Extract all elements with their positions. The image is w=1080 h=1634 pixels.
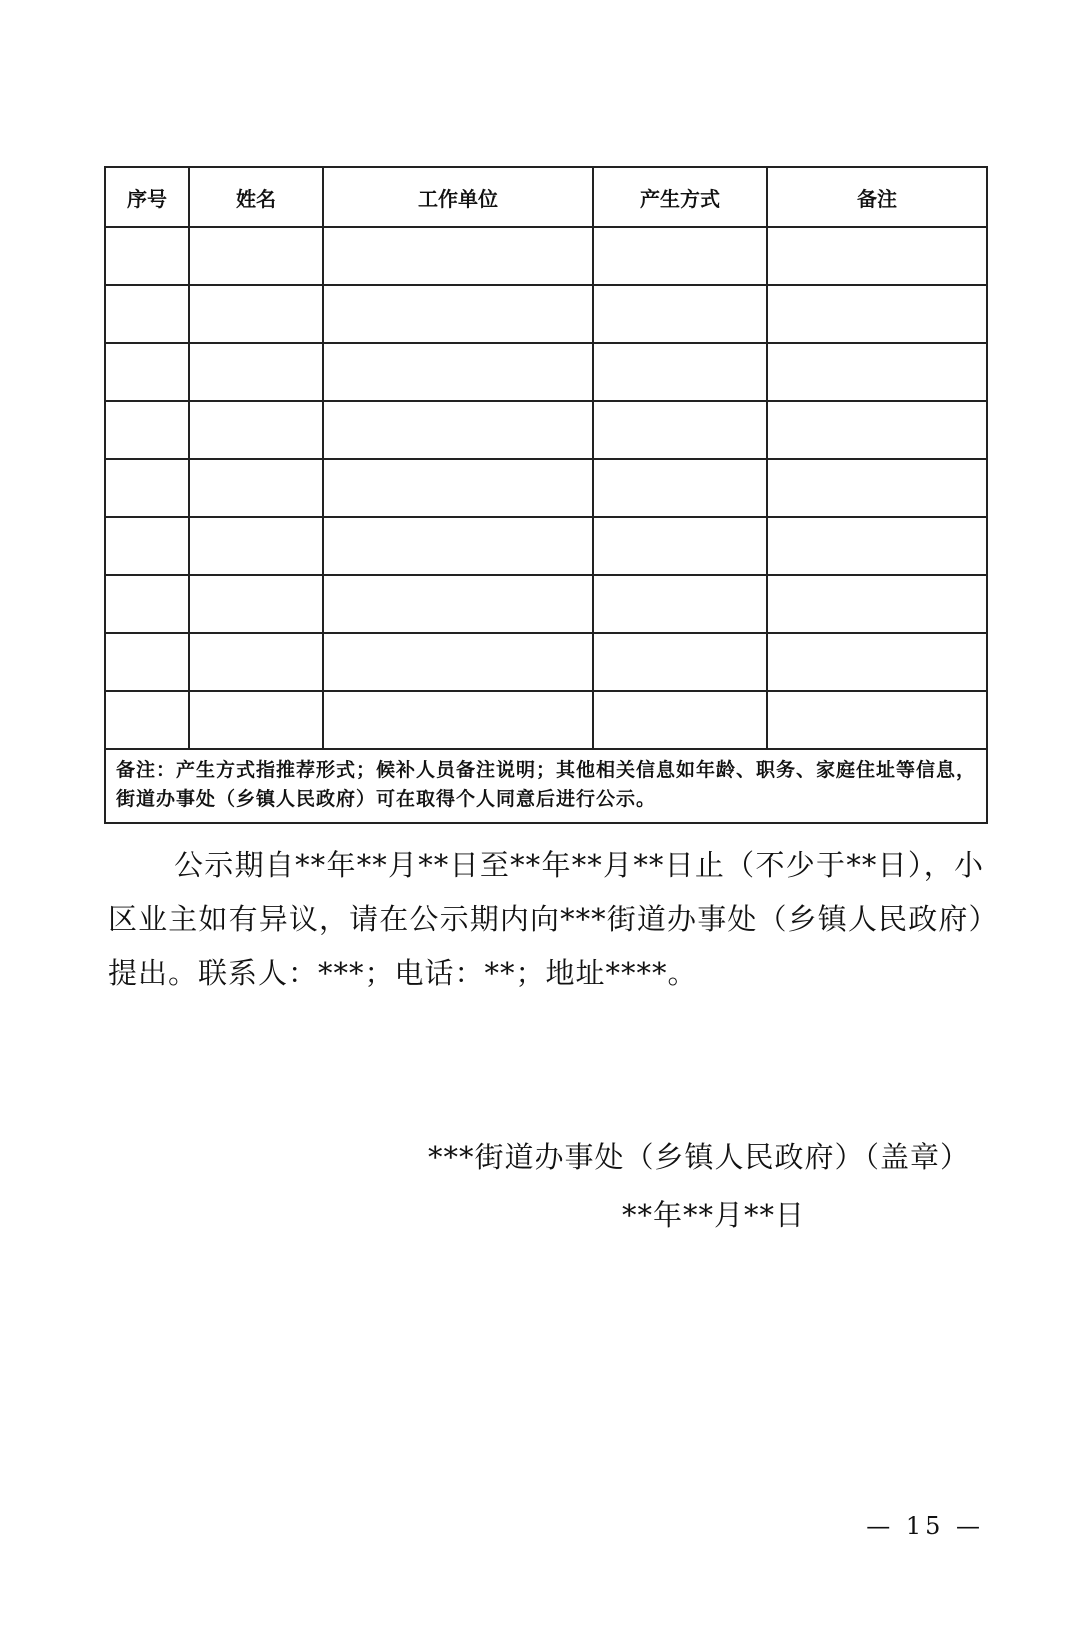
name-cell: [189, 691, 323, 749]
header-work-unit: 工作单位: [323, 167, 593, 227]
generation-method-cell: [593, 575, 767, 633]
work-unit-cell: [323, 227, 593, 285]
remarks-cell: [767, 691, 987, 749]
name-cell: [189, 285, 323, 343]
work-unit-cell: [323, 401, 593, 459]
serial-number-cell: [105, 401, 189, 459]
page-number: — 15 —: [866, 1512, 984, 1540]
table-row: [105, 633, 987, 691]
header-generation-method: 产生方式: [593, 167, 767, 227]
table-row: [105, 691, 987, 749]
work-unit-cell: [323, 575, 593, 633]
issue-date: **年**月**日: [621, 1198, 805, 1232]
table-row: [105, 401, 987, 459]
name-cell: [189, 633, 323, 691]
header-serial-number: 序号: [105, 167, 189, 227]
candidate-table: [104, 166, 988, 824]
table-header-row: [105, 167, 987, 227]
remarks-cell: [767, 401, 987, 459]
remarks-cell: [767, 633, 987, 691]
header-remarks: 备注: [767, 167, 987, 227]
table-row: [105, 343, 987, 401]
table-row: [105, 459, 987, 517]
signature-block: [428, 1130, 970, 1242]
header-name: 姓名: [189, 167, 323, 227]
remarks-cell: [767, 343, 987, 401]
serial-number-cell: [105, 459, 189, 517]
remarks-cell: [767, 575, 987, 633]
serial-number-cell: [105, 343, 189, 401]
remarks-cell: [767, 459, 987, 517]
name-cell: [189, 227, 323, 285]
work-unit-cell: [323, 517, 593, 575]
generation-method-cell: [593, 633, 767, 691]
table-row: [105, 517, 987, 575]
work-unit-cell: [323, 691, 593, 749]
generation-method-cell: [593, 517, 767, 575]
serial-number-cell: [105, 285, 189, 343]
table-note: 备注：产生方式指推荐形式；候补人员备注说明；其他相关信息如年龄、职务、家庭住址等信息，街道办事处（乡镇人民政府）可在取得个人同意后进行公示。: [105, 749, 987, 823]
generation-method-cell: [593, 459, 767, 517]
publicity-notice: 公示期自**年**月**日至**年**月**日止（不少于**日），小区业主如有异议，请在公示期内向***街道办事处（乡镇人民政府）提出。联系人：***；电话：**；地址****。: [108, 848, 984, 990]
table-row: [105, 227, 987, 285]
name-cell: [189, 343, 323, 401]
work-unit-cell: [323, 459, 593, 517]
work-unit-cell: [323, 633, 593, 691]
issuer-name: ***街道办事处（乡镇人民政府）（盖章）: [427, 1140, 970, 1174]
remarks-cell: [767, 285, 987, 343]
serial-number-cell: [105, 575, 189, 633]
serial-number-cell: [105, 227, 189, 285]
name-cell: [189, 459, 323, 517]
name-cell: [189, 401, 323, 459]
serial-number-cell: [105, 517, 189, 575]
generation-method-cell: [593, 691, 767, 749]
remarks-cell: [767, 227, 987, 285]
serial-number-cell: [105, 633, 189, 691]
table-note-row: [105, 749, 987, 823]
work-unit-cell: [323, 343, 593, 401]
generation-method-cell: [593, 285, 767, 343]
table-row: [105, 285, 987, 343]
generation-method-cell: [593, 401, 767, 459]
remarks-cell: [767, 517, 987, 575]
name-cell: [189, 517, 323, 575]
generation-method-cell: [593, 343, 767, 401]
generation-method-cell: [593, 227, 767, 285]
name-cell: [189, 575, 323, 633]
work-unit-cell: [323, 285, 593, 343]
table-body: [105, 227, 987, 749]
serial-number-cell: [105, 691, 189, 749]
table-row: [105, 575, 987, 633]
